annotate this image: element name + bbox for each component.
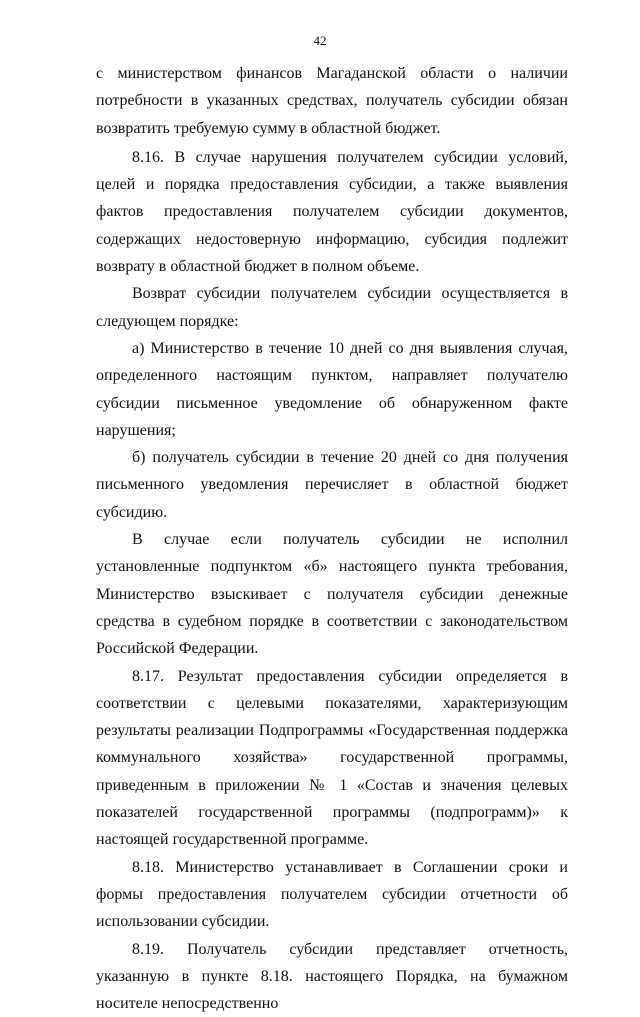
paragraph-court-recovery: В случае если получатель субсидии не исполнил установленные подпунктом «б» настоящего пункта требования, Министерство взыскивает с получателя субсидии денежные средства в судебном порядке в соответствии с законодательством Российской Федерации. (96, 526, 568, 662)
page-number: 42 (0, 33, 640, 49)
document-body (96, 60, 568, 1017)
paragraph-item-a: а) Министерство в течение 10 дней со дня выявления случая, определенного настоящим пунктом, направляет получателю субсидии письменное уведомление об обнаруженном факте нарушения; (96, 335, 568, 444)
paragraph-8-17: 8.17. Результат предоставления субсидии определяется в соответствии с целевыми показателями, характеризующим результаты реализации Подпрограммы «Государственная поддержка коммунального хозяйства» государственной программы, приведенным в приложении № 1 «Состав и значения целевых показателей государственной программы (подпрограмм)» к настоящей государственной программе. (96, 663, 568, 854)
paragraph-refund-procedure: Возврат субсидии получателем субсидии осуществляется в следующем порядке: (96, 280, 568, 335)
paragraph-continuation: с министерством финансов Магаданской области о наличии потребности в указанных средствах, получатель субсидии обязан возвратить требуемую сумму в областной бюджет. (96, 60, 568, 142)
paragraph-item-b: б) получатель субсидии в течение 20 дней со дня получения письменного уведомления перечисляет в областной бюджет субсидию. (96, 444, 568, 526)
paragraph-8-19: 8.19. Получатель субсидии представляет отчетность, указанную в пункте 8.18. настоящего Порядка, на бумажном носителе непосредственно (96, 936, 568, 1017)
paragraph-8-18: 8.18. Министерство устанавливает в Соглашении сроки и формы предоставления получателем субсидии отчетности об использовании субсидии. (96, 854, 568, 936)
paragraph-8-16: 8.16. В случае нарушения получателем субсидии условий, целей и порядка предоставления субсидии, а также выявления фактов предоставления получателем субсидии документов, содержащих недостоверную информацию, субсидия подлежит возврату в областной бюджет в полном объеме. (96, 144, 568, 280)
